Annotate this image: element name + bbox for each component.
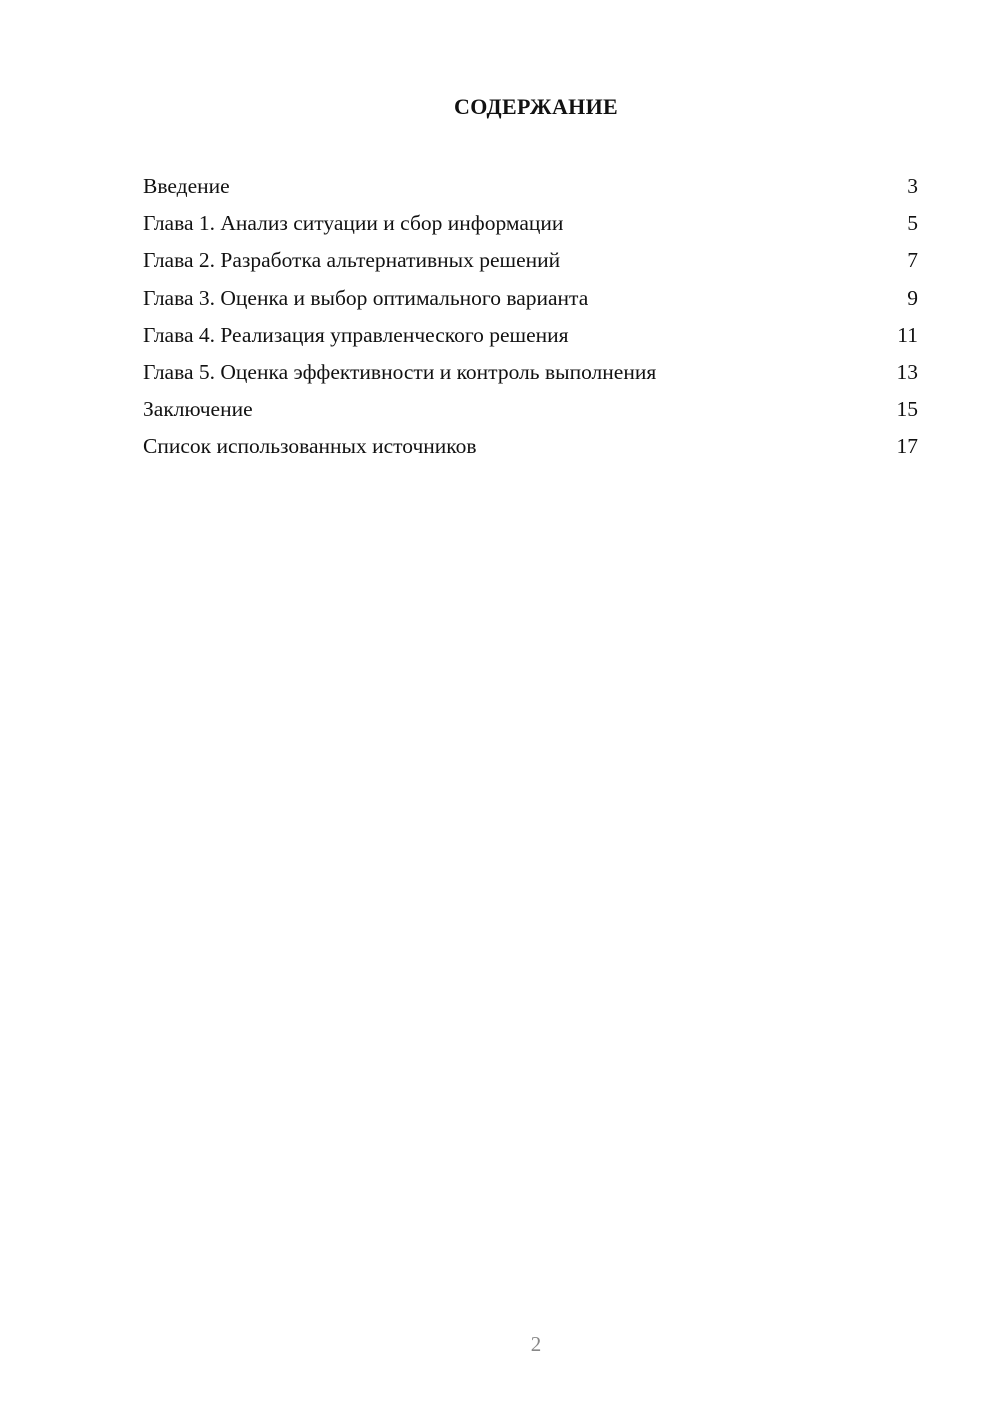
- toc-entry-chapter-1: [143, 205, 918, 242]
- toc-entry-chapter-5: [143, 354, 918, 391]
- toc-entry-title: Заключение: [143, 397, 253, 422]
- toc-entry-page: 9: [907, 285, 918, 310]
- toc-entry-page: 3: [907, 174, 918, 198]
- toc-entry-references: [143, 428, 918, 465]
- toc-entry-title: Глава 4. Реализация управленческого решения: [143, 322, 569, 347]
- toc-entry-introduction: [143, 168, 918, 205]
- toc-entry-conclusion: [143, 391, 918, 428]
- table-of-contents: [143, 168, 918, 466]
- toc-entry-chapter-3: [143, 280, 918, 317]
- toc-entry-title: Глава 5. Оценка эффективности и контроль выполнения: [143, 359, 657, 384]
- page-number: 2: [530, 1332, 542, 1356]
- toc-entry-title: Введение: [143, 174, 230, 198]
- toc-entry-page: 15: [896, 397, 918, 422]
- toc-entry-page: 11: [897, 322, 918, 347]
- toc-entry-title: Глава 3. Оценка и выбор оптимального варианта: [143, 285, 589, 310]
- toc-entry-page: 7: [907, 248, 918, 273]
- toc-entry-title: Глава 2. Разработка альтернативных решений: [143, 248, 561, 273]
- toc-entry-title: Список использованных источников: [143, 434, 477, 459]
- toc-entry-page: 13: [896, 359, 918, 384]
- toc-entry-title: Глава 1. Анализ ситуации и сбор информации: [143, 211, 564, 236]
- toc-entry-chapter-4: [143, 317, 918, 354]
- toc-entry-page: 17: [896, 434, 918, 459]
- toc-entry-chapter-2: [143, 242, 918, 279]
- page-title: СОДЕРЖАНИЕ: [454, 94, 618, 119]
- toc-entry-page: 5: [907, 211, 918, 236]
